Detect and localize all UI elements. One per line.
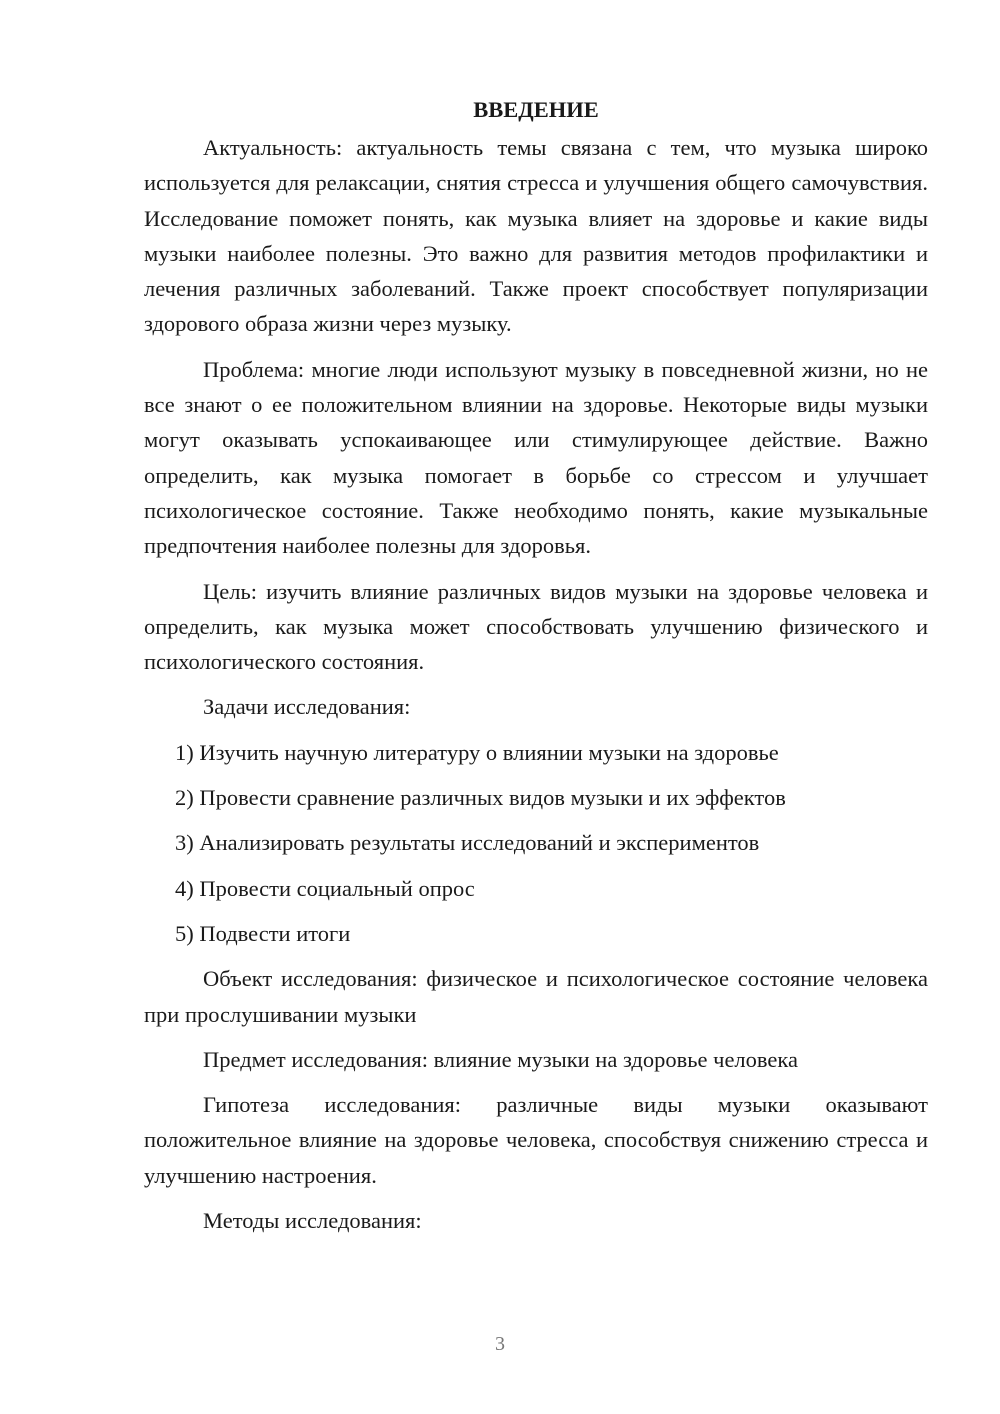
tasks-list <box>144 735 928 951</box>
document-page <box>144 94 928 1248</box>
goal-paragraph: Цель: изучить влияние различных видов музыки на здоровье человека и определить, как музыка может способствовать улучшению физического и психологического состояния. <box>144 578 928 675</box>
methods-heading: Методы исследования: <box>203 1208 422 1234</box>
subject-paragraph: Предмет исследования: влияние музыки на здоровье человека <box>203 1046 798 1072</box>
task-item: 4) Провести социальный опрос <box>175 875 475 901</box>
task-item: 5) Подвести итоги <box>175 920 351 946</box>
object-paragraph: Объект исследования: физическое и психологическое состояние человека при прослушивании музыки <box>144 966 928 1027</box>
task-item: 3) Анализировать результаты исследований и экспериментов <box>175 830 760 856</box>
problem-paragraph: Проблема: многие люди используют музыку в повседневной жизни, но не все знают о ее положительном влиянии на здоровье. Некоторые виды музыки могут оказывать успокаивающее или стимулирующее действие. Важно определить, как музыка помогает в борьбе со стрессом и улучшает психологическое состояние. Также необходимо понять, какие музыкальные предпочтения наиболее полезны для здоровья. <box>144 356 928 559</box>
task-item: 1) Изучить научную литературу о влиянии музыки на здоровье <box>175 739 779 765</box>
page-number: 3 <box>495 1333 505 1355</box>
relevance-paragraph: Актуальность: актуальность темы связана с тем, что музыка широко используется для релаксации, снятия стресса и улучшения общего самочувствия. Исследование поможет понять, как музыка влияет на здоровье и какие виды музыки наиболее полезны. Это важно для развития методов профилактики и лечения различных заболеваний. Также проект способствует популяризации здорового образа жизни через музыку. <box>144 135 928 337</box>
hypothesis-paragraph: Гипотеза исследования: различные виды музыки оказывают положительное влияние на здоровье человека, способствуя снижению стресса и улучшению настроения. <box>144 1092 928 1188</box>
task-item: 2) Провести сравнение различных видов музыки и их эффектов <box>175 785 786 811</box>
section-title: ВВЕДЕНИЕ <box>473 97 599 122</box>
tasks-heading: Задачи исследования: <box>203 694 411 720</box>
